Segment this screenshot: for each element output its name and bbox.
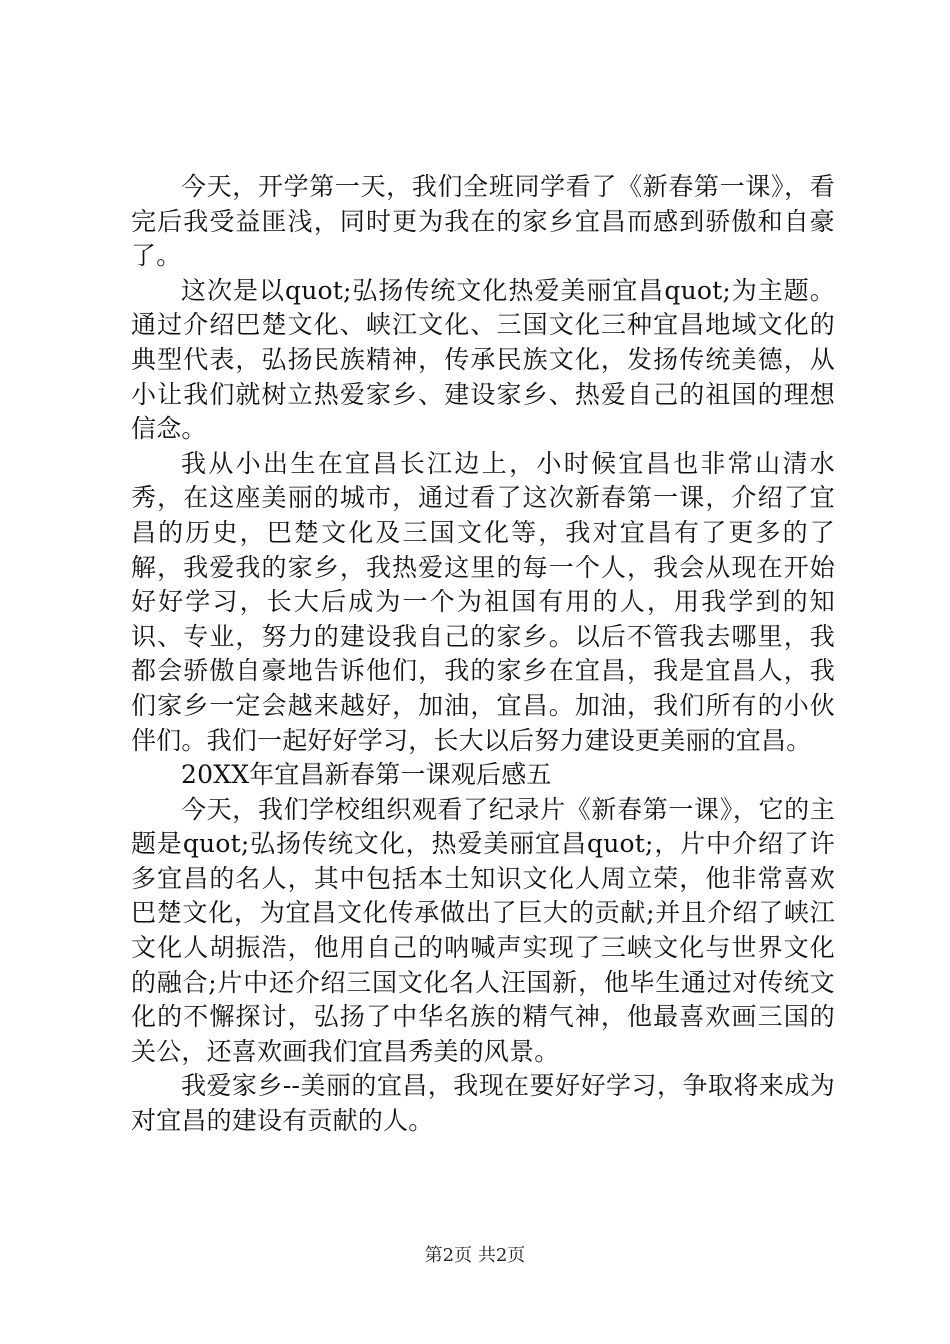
- page-number-label: 第2页 共2页: [424, 1245, 526, 1266]
- page-footer: [0, 1244, 950, 1268]
- paragraph-1: 今天，开学第一天，我们全班同学看了《新春第一课》，看完后我受益匪浅，同时更为我在的家乡宜昌而感到骄傲和自豪了。: [131, 172, 835, 271]
- paragraph-2: 这次是以quot;弘扬传统文化热爱美丽宜昌quot;为主题。通过介绍巴楚文化、峡江文化、三国文化三种宜昌地域文化的典型代表，弘扬民族精神，传承民族文化，发扬传统美德，从小让我们就树立热爱家乡、建设家乡、热爱自己的祖国的理想信念。: [131, 275, 835, 444]
- document-body: [131, 170, 835, 1139]
- paragraph-3: 我从小出生在宜昌长江边上，小时候宜昌也非常山清水秀，在这座美丽的城市，通过看了这次新春第一课，介绍了宜昌的历史，巴楚文化及三国文化等，我对宜昌有了更多的了解，我爱我的家乡，我热爱这里的每一个人，我会从现在开始好好学习，长大后成为一个为祖国有用的人，用我学到的知识、专业，努力的建设我自己的家乡。以后不管我去哪里，我都会骄傲自豪地告诉他们，我的家乡在宜昌，我是宜昌人，我们家乡一定会越来越好，加油，宜昌。加油，我们所有的小伙伴们。我们一起好好学习，长大以后努力建设更美丽的宜昌。: [131, 448, 835, 755]
- paragraph-4: 今天，我们学校组织观看了纪录片《新春第一课》，它的主题是quot;弘扬传统文化，热爱美丽宜昌quot;，片中介绍了许多宜昌的名人，其中包括本土知识文化人周立荣，他非常喜欢巴楚文化，为宜昌文化传承做出了巨大的贡献;并且介绍了峡江文化人胡振浩，他用自己的呐喊声实现了三峡文化与世界文化的融合;片中还介绍三国文化名人汪国新，他毕生通过对传统文化的不懈探讨，弘扬了中华名族的精气神，他最喜欢画三国的关公，还喜欢画我们宜昌秀美的风景。: [131, 794, 835, 1066]
- paragraph-5: 我爱家乡--美丽的宜昌，我现在要好好学习，争取将来成为对宜昌的建设有贡献的人。: [131, 1071, 835, 1136]
- section-title: 20XX年宜昌新春第一课观后感五: [181, 760, 552, 790]
